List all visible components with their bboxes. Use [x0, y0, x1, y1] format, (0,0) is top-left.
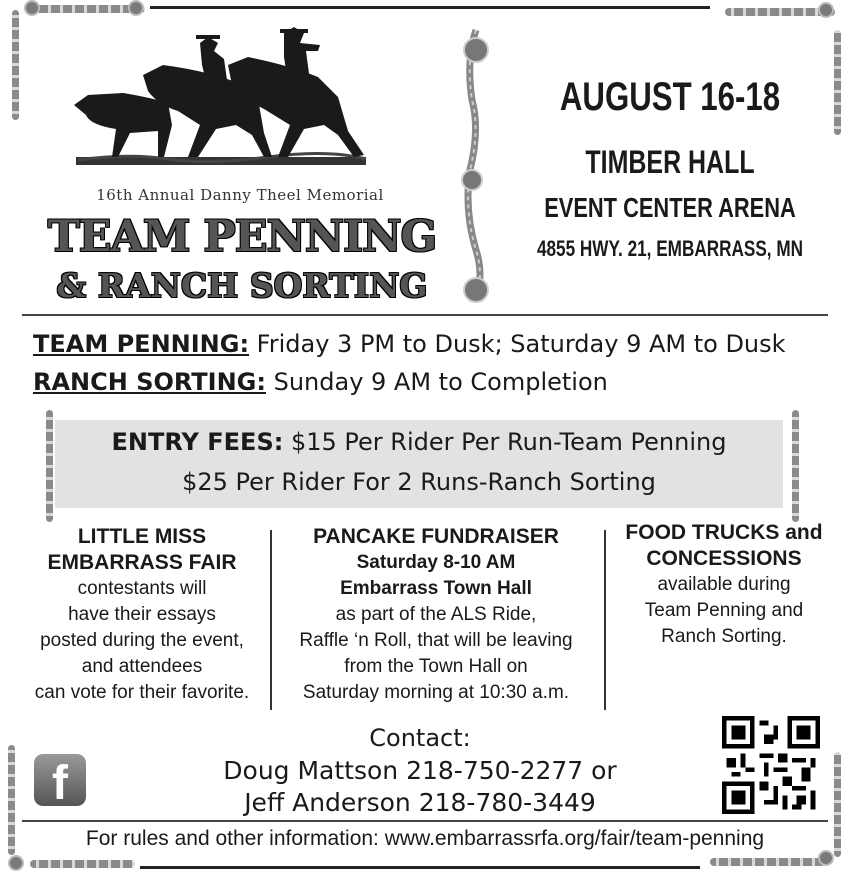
rope-knot — [128, 0, 144, 16]
rope-fees-left — [46, 410, 53, 522]
contact-line1: Doug Mattson 218-750-2277 or — [223, 756, 617, 785]
divider — [22, 314, 828, 316]
event-subtitle: 16th Annual Danny Theel Memorial — [96, 186, 384, 204]
event-title-line2: & RANCH SORTING — [56, 266, 428, 305]
pancake-text: as part of the ALS Ride, — [335, 604, 537, 625]
top-border — [150, 6, 710, 9]
rope-bottom-right — [710, 858, 825, 866]
fees-text: $15 Per Rider Per Run-Team Penning — [283, 428, 727, 456]
pancake-column — [276, 524, 596, 706]
event-title-line1: TEAM PENNING — [47, 212, 437, 262]
venue-address: 4855 HWY. 21, EMBARRASS, MN — [536, 236, 804, 261]
fees-label: ENTRY FEES: — [111, 428, 284, 456]
food-heading2: CONCESSIONS — [646, 547, 802, 570]
pancake-heading: PANCAKE FUNDRAISER — [313, 525, 559, 548]
fair-heading1: LITTLE MISS — [77, 525, 207, 548]
cowboys-cattle-illustration — [68, 25, 368, 170]
rope-bottom-left — [30, 860, 135, 868]
footer-info: For rules and other information: www.embarrassrfa.org/fair/team-penning — [85, 827, 765, 850]
rope-knot — [818, 2, 834, 18]
food-column — [612, 520, 836, 650]
schedule-text: Friday 3 PM to Dusk; Saturday 9 AM to Dusk — [249, 330, 786, 358]
fair-heading2: EMBARRASS FAIR — [47, 551, 237, 574]
pancake-text: Saturday morning at 10:30 a.m. — [302, 682, 570, 703]
schedule-label: TEAM PENNING: — [33, 330, 250, 358]
event-date: AUGUST 16-18 — [559, 75, 781, 119]
fair-text: can vote for their favorite. — [34, 682, 250, 703]
pancake-text: from the Town Hall on — [344, 656, 528, 677]
food-text: available during — [657, 574, 791, 595]
rope-knot — [24, 0, 40, 16]
pancake-time: Saturday 8-10 AM — [356, 552, 516, 573]
food-text: Team Penning and — [644, 600, 804, 621]
schedule-label: RANCH SORTING: — [33, 368, 266, 396]
venue-subname: EVENT CENTER ARENA — [544, 192, 796, 223]
rope-right-bottom — [834, 752, 841, 857]
fair-text: posted during the event, — [40, 630, 244, 651]
divider — [22, 820, 828, 822]
fees-line1 — [55, 428, 783, 456]
hanging-rope-illustration — [458, 20, 494, 305]
fair-text: and attendees — [81, 656, 203, 677]
food-text: Ranch Sorting. — [661, 626, 787, 647]
rope-knot — [818, 850, 834, 866]
facebook-icon[interactable]: f — [34, 754, 86, 806]
rope-fees-right — [792, 410, 799, 522]
rope-left-bottom — [8, 745, 15, 855]
column-divider — [604, 530, 606, 710]
schedule-text: Sunday 9 AM to Completion — [265, 368, 608, 396]
fair-text: have their essays — [68, 604, 216, 625]
contact-line2: Jeff Anderson 218-780-3449 — [244, 788, 596, 817]
column-divider — [270, 530, 272, 710]
fair-text: contestants will — [77, 578, 207, 599]
entry-fees-box — [55, 420, 783, 508]
rope-right-top — [834, 30, 841, 135]
schedule-ranch-sorting — [33, 368, 608, 396]
rope-left-top — [12, 10, 19, 120]
pancake-location: Embarrass Town Hall — [340, 578, 532, 599]
fair-column — [22, 524, 262, 706]
fees-line2: $25 Per Rider For 2 Runs-Ranch Sorting — [182, 468, 656, 496]
qr-code[interactable] — [722, 716, 820, 814]
rope-knot — [8, 855, 24, 871]
pancake-text: Raffle ‘n Roll, that will be leaving — [299, 630, 573, 651]
schedule-team-penning — [33, 330, 786, 358]
food-heading1: FOOD TRUCKS and — [625, 521, 823, 544]
contact-label: Contact: — [369, 724, 471, 752]
bottom-border — [140, 866, 700, 869]
venue-name: TIMBER HALL — [585, 144, 755, 180]
